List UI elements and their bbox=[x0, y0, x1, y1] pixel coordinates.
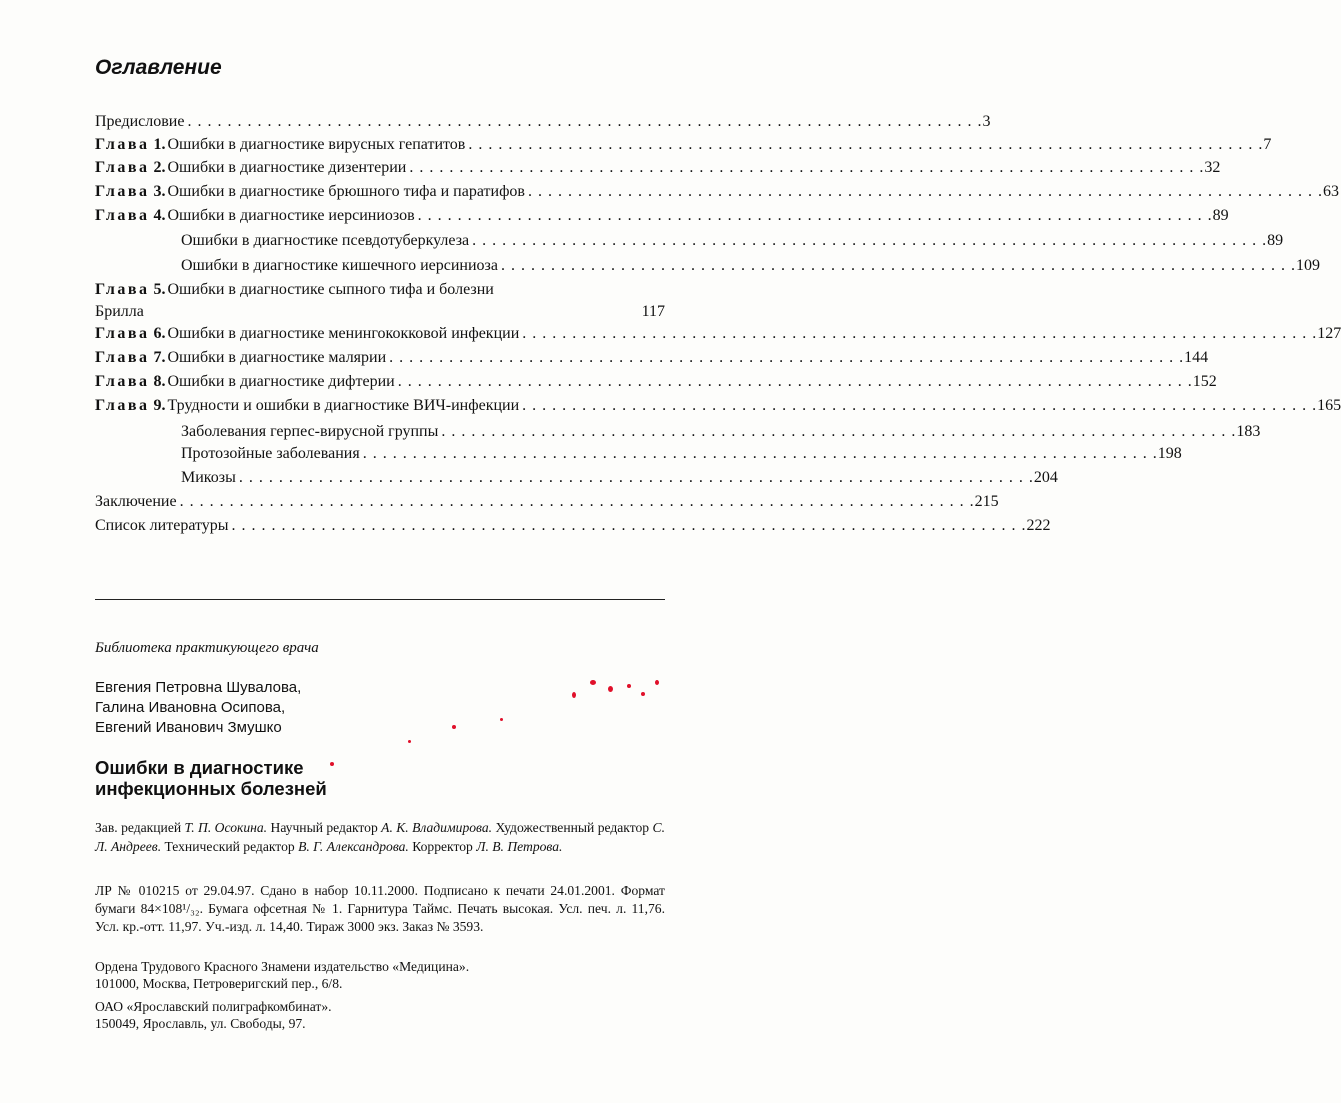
editor-name: Л. В. Петрова. bbox=[476, 839, 563, 854]
page-number: 89 bbox=[1267, 232, 1284, 249]
entry-title: Ошибки в диагностике сыпного тифа и болезни bbox=[167, 281, 494, 298]
editor-role: Зав. редакцией bbox=[95, 820, 182, 835]
book-title bbox=[95, 757, 327, 799]
dot-leader: . . . . . . . . . . . . . . . . . . . . . . . . . . . . . . . . . . . . . . . . . . . . . . . . . . . . . . . . . . . . . . . . . . . . . . . . . . . . . . . . bbox=[500, 257, 1296, 274]
entry-title: Ошибки в диагностике иерсиниозов bbox=[167, 207, 415, 224]
page-number: 3 bbox=[982, 113, 991, 130]
toc-entry bbox=[95, 110, 991, 132]
dot-leader: . . . . . . . . . . . . . . . . . . . . . . . . . . . . . . . . . . . . . . . . . . . . . . . . . . . . . . . . . . . . . . . . . . . . . . . . . . . . . . . . bbox=[441, 423, 1237, 440]
toc-entry bbox=[95, 370, 1217, 392]
page-number: 165 bbox=[1317, 397, 1341, 414]
chapter-number: 8. bbox=[153, 373, 166, 390]
editor-name: Т. П. Осокина. bbox=[184, 820, 268, 835]
entry-title: Микозы bbox=[181, 469, 236, 486]
entry-title: Предисловие bbox=[95, 113, 185, 130]
book-title-line: инфекционных болезней bbox=[95, 778, 327, 799]
toc-entry bbox=[95, 156, 1221, 178]
editor-name: В. Г. Александрова. bbox=[298, 839, 409, 854]
chapter-label: Глава bbox=[95, 159, 150, 176]
toc-entry bbox=[95, 420, 1261, 442]
dot-leader: . . . . . . . . . . . . . . . . . . . . . . . . . . . . . . . . . . . . . . . . . . . . . . . . . . . . . . . . . . . . . . . . . . . . . . . . . . . . . . . . bbox=[362, 445, 1158, 462]
chapter-label: Глава bbox=[95, 349, 150, 366]
entry-title: Трудности и ошибки в диагностике ВИЧ-инфекции bbox=[167, 397, 520, 414]
page-number: 32 bbox=[1204, 159, 1221, 176]
dot-leader: . . . . . . . . . . . . . . . . . . . . . . . . . . . . . . . . . . . . . . . . . . . . . . . . . . . . . . . . . . . . . . . . . . . . . . . . . . . . . . . . bbox=[187, 113, 983, 130]
book-title-line: Ошибки в диагностике bbox=[95, 757, 304, 778]
toc-entry bbox=[95, 490, 999, 512]
entry-title: Список литературы bbox=[95, 517, 229, 534]
toc-entry bbox=[95, 180, 1339, 202]
editor-name: А. К. Владимирова. bbox=[381, 820, 493, 835]
page-number: 7 bbox=[1263, 136, 1272, 153]
dot-leader: . . . . . . . . . . . . . . . . . . . . . . . . . . . . . . . . . . . . . . . . . . . . . . . . . . . . . . . . . . . . . . . . . . . . . . . . . . . . . . . . bbox=[527, 183, 1323, 200]
printer-address: 150049, Ярославль, ул. Свободы, 97. bbox=[95, 1016, 306, 1031]
toc-entry bbox=[95, 278, 665, 300]
toc-entry bbox=[95, 254, 1320, 276]
entry-title: Ошибки в диагностике малярии bbox=[167, 349, 387, 366]
dot-leader: . . . . . . . . . . . . . . . . . . . . . . . . . . . . . . . . . . . . . . . . . . . . . . . . . . . . . . . . . . . . . . . . . . . . . . . . . . . . . . . . bbox=[389, 349, 1185, 366]
dot-leader: . . . . . . . . . . . . . . . . . . . . . . . . . . . . . . . . . . . . . . . . . . . . . . . . . . . . . . . . . . . . . . . . . . . . . . . . . . . . . . . . bbox=[409, 159, 1205, 176]
page-number: 222 bbox=[1026, 517, 1051, 534]
publisher-address: 101000, Москва, Петроверигский пер., 6/8. bbox=[95, 976, 343, 991]
chapter-number: 2. bbox=[153, 159, 166, 176]
page-number: 89 bbox=[1212, 207, 1229, 224]
page-number: 204 bbox=[1033, 469, 1058, 486]
editor-role: Технический редактор bbox=[164, 839, 295, 854]
toc-entry bbox=[95, 204, 1229, 226]
publisher-name: Ордена Трудового Красного Знамени издательство «Медицина». bbox=[95, 959, 470, 974]
entry-title: Ошибки в диагностике вирусных гепатитов bbox=[167, 136, 466, 153]
dot-leader: . . . . . . . . . . . . . . . . . . . . . . . . . . . . . . . . . . . . . . . . . . . . . . . . . . . . . . . . . . . . . . . . . . . . . . . . . . . . . . . . bbox=[179, 493, 975, 510]
chapter-label: Глава bbox=[95, 325, 150, 342]
printer bbox=[95, 998, 665, 1032]
entry-title: Ошибки в диагностике кишечного иерсиниоза bbox=[181, 257, 498, 274]
entry-title: Ошибки в диагностике дизентерии bbox=[167, 159, 407, 176]
entry-title: Ошибки в диагностике дифтерии bbox=[167, 373, 395, 390]
toc-entry bbox=[95, 466, 1058, 488]
page-number: 144 bbox=[1184, 349, 1209, 366]
chapter-label: Глава bbox=[95, 183, 150, 200]
page-number: 215 bbox=[974, 493, 999, 510]
chapter-number: 1. bbox=[153, 136, 166, 153]
dot-leader: . . . . . . . . . . . . . . . . . . . . . . . . . . . . . . . . . . . . . . . . . . . . . . . . . . . . . . . . . . . . . . . . . . . . . . . . . . . . . . . . bbox=[238, 469, 1034, 486]
editor-role: Корректор bbox=[412, 839, 473, 854]
dot-leader: . . . . . . . . . . . . . . . . . . . . . . . . . . . . . . . . . . . . . . . . . . . . . . . . . . . . . . . . . . . . . . . . . . . . . . . . . . . . . . . . bbox=[397, 373, 1193, 390]
page-number: 152 bbox=[1192, 373, 1217, 390]
chapter-label: Глава bbox=[95, 281, 150, 298]
dot-leader: . . . . . . . . . . . . . . . . . . . . . . . . . . . . . . . . . . . . . . . . . . . . . . . . . . . . . . . . . . . . . . . . . . . . . . . . . . . . . . . . bbox=[417, 207, 1213, 224]
entry-title: Ошибки в диагностике брюшного тифа и паратифов bbox=[167, 183, 525, 200]
chapter-label: Глава bbox=[95, 207, 150, 224]
entry-title: Ошибки в диагностике менингококковой инфекции bbox=[167, 325, 520, 342]
editors bbox=[95, 818, 665, 856]
entry-title: Брилла bbox=[95, 303, 144, 320]
editor-role: Научный редактор bbox=[270, 820, 378, 835]
toc-entry bbox=[95, 133, 1272, 155]
entry-title: Заключение bbox=[95, 493, 177, 510]
dot-leader: . . . . . . . . . . . . . . . . . . . . . . . . . . . . . . . . . . . . . . . . . . . . . . . . . . . . . . . . . . . . . . . . . . . . . . . . . . . . . . . . bbox=[522, 397, 1318, 414]
entry-title: Ошибки в диагностике псевдотуберкулеза bbox=[181, 232, 470, 249]
chapter-number: 9. bbox=[153, 397, 166, 414]
page-number: 183 bbox=[1236, 423, 1261, 440]
toc-entry bbox=[95, 346, 1209, 368]
page-number: 127 bbox=[1317, 325, 1341, 342]
toc-entry bbox=[95, 394, 1341, 416]
chapter-number: 7. bbox=[153, 349, 166, 366]
chapter-number: 4. bbox=[153, 207, 166, 224]
toc-entry bbox=[95, 229, 1284, 251]
toc-entry bbox=[95, 322, 1341, 344]
author: Евгений Иванович Змушко bbox=[95, 719, 282, 736]
dot-leader: . . . . . . . . . . . . . . . . . . . . . . . . . . . . . . . . . . . . . . . . . . . . . . . . . . . . . . . . . . . . . . . . . . . . . . . . . . . . . . . . bbox=[472, 232, 1268, 249]
toc-title: Оглавление bbox=[95, 56, 222, 79]
page-number: 63 bbox=[1322, 183, 1339, 200]
chapter-number: 5. bbox=[153, 281, 166, 298]
chapter-label: Глава bbox=[95, 397, 150, 414]
entry-title: Протозойные заболевания bbox=[181, 445, 360, 462]
toc-entry bbox=[95, 442, 1182, 464]
publisher bbox=[95, 958, 665, 992]
chapter-label: Глава bbox=[95, 136, 150, 153]
author: Евгения Петровна Шувалова, bbox=[95, 679, 302, 696]
editor-name: С. Л. Андреев. bbox=[95, 820, 665, 854]
page-number: 198 bbox=[1157, 445, 1182, 462]
series-name: Библиотека практикующего врача bbox=[95, 640, 319, 656]
chapter-label: Глава bbox=[95, 373, 150, 390]
page-number: 109 bbox=[1295, 257, 1320, 274]
chapter-number: 3. bbox=[153, 183, 166, 200]
print-info: ЛР № 010215 от 29.04.97. Сдано в набор 10.11.2000. Подписано к печати 24.01.2001. Формат бумаги 84×108¹/₃₂. Бумага офсетная № 1. Гарнитура Таймс. Печать высокая. Усл. печ. л. 11,76. Усл. кр.-отт. 11,97. Уч.-изд. л. 14,40. Тираж 3000 экз. Заказ № 3593. bbox=[95, 883, 665, 934]
dot-leader: . . . . . . . . . . . . . . . . . . . . . . . . . . . . . . . . . . . . . . . . . . . . . . . . . . . . . . . . . . . . . . . . . . . . . . . . . . . . . . . . bbox=[468, 136, 1264, 153]
page-number: 117 bbox=[641, 303, 665, 320]
toc-entry bbox=[95, 514, 1051, 536]
dot-leader: . . . . . . . . . . . . . . . . . . . . . . . . . . . . . . . . . . . . . . . . . . . . . . . . . . . . . . . . . . . . . . . . . . . . . . . . . . . . . . . . bbox=[522, 325, 1318, 342]
author: Галина Ивановна Осипова, bbox=[95, 699, 286, 716]
editor-role: Художественный редактор bbox=[495, 820, 650, 835]
toc-entry bbox=[95, 300, 665, 322]
dot-leader: . . . . . . . . . . . . . . . . . . . . . . . . . . . . . . . . . . . . . . . . . . . . . . . . . . . . . . . . . . . . . . . . . . . . . . . . . . . . . . . . bbox=[231, 517, 1027, 534]
printer-name: ОАО «Ярославский полиграфкомбинат». bbox=[95, 999, 332, 1014]
entry-title: Заболевания герпес-вирусной группы bbox=[181, 423, 439, 440]
divider bbox=[95, 599, 665, 600]
chapter-number: 6. bbox=[153, 325, 166, 342]
